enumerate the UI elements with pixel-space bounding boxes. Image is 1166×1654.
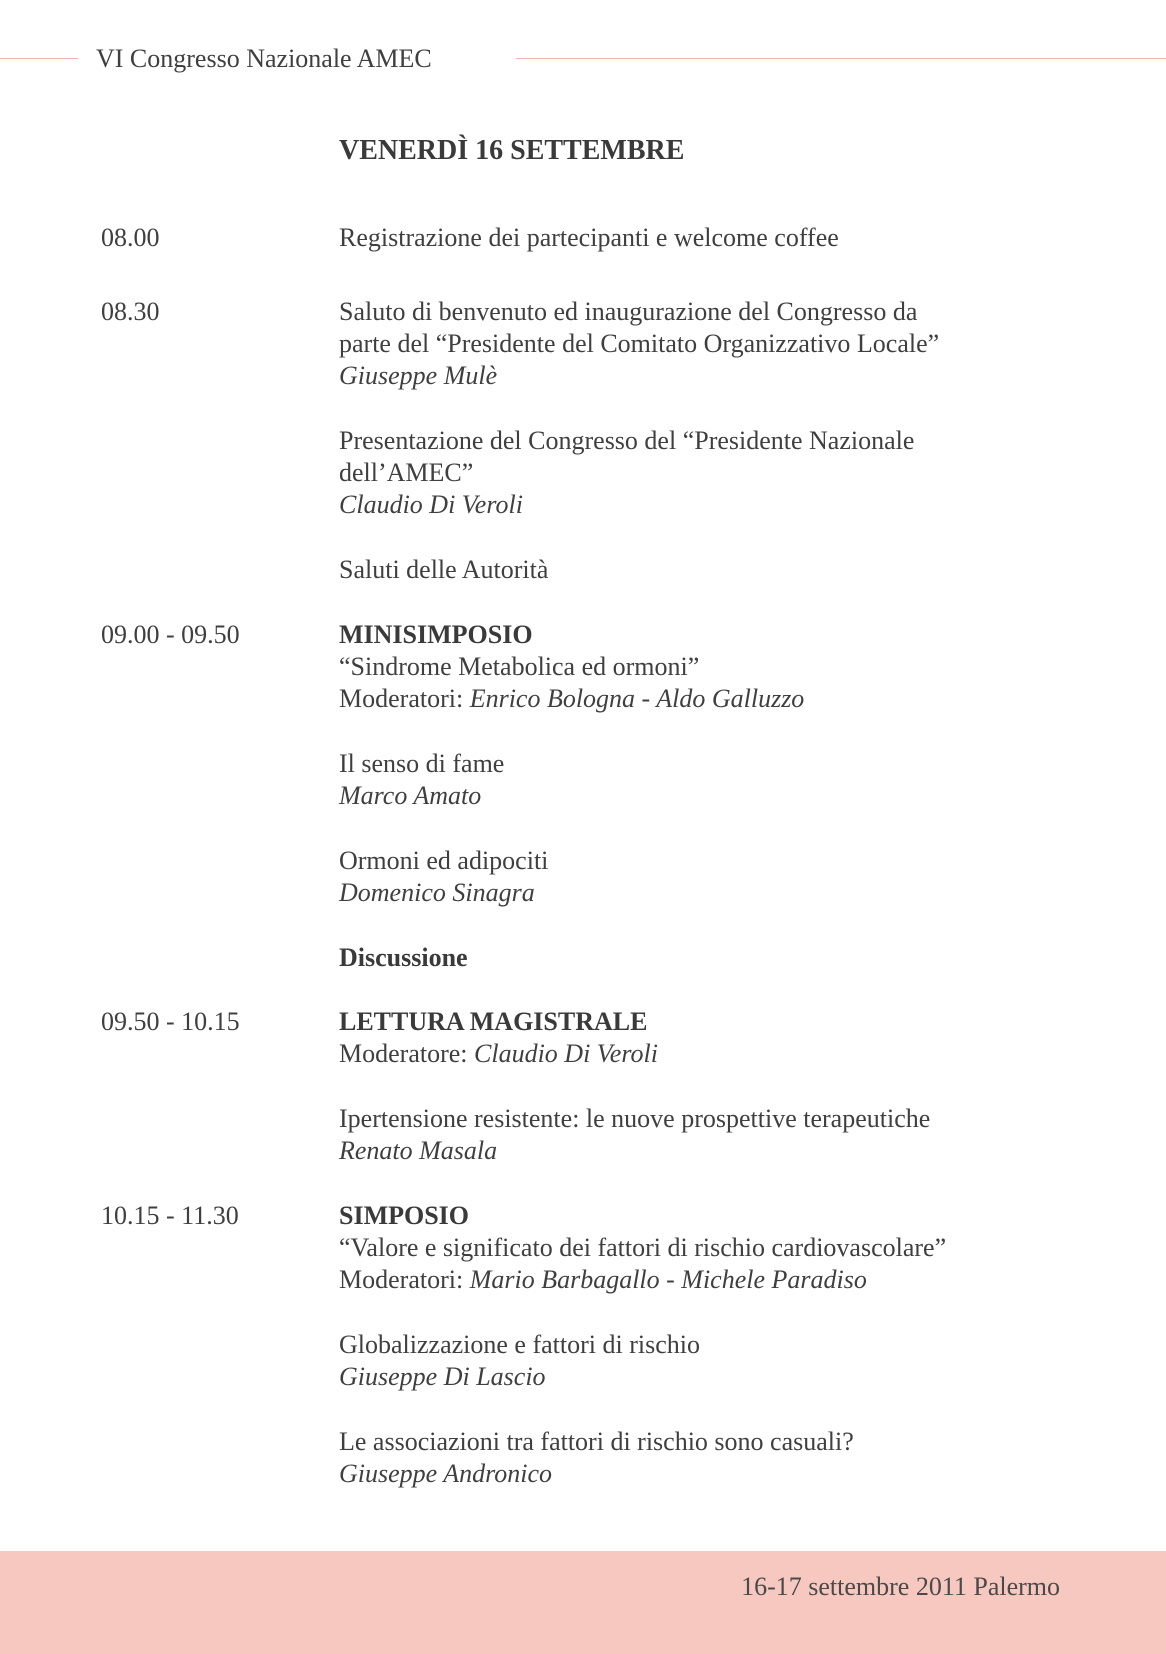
time-slot: 09.00 - 09.50 xyxy=(101,620,240,649)
registration-item: Registrazione dei partecipanti e welcome coffee xyxy=(339,223,839,252)
moderators-names: Mario Barbagallo - Michele Paradiso xyxy=(469,1265,867,1294)
simposio-subtitle: “Valore e significato dei fattori di rischio cardiovascolare” xyxy=(339,1233,947,1262)
day-title: VENERDÌ 16 SETTEMBRE xyxy=(339,135,685,166)
welcome-speaker: Giuseppe Mulè xyxy=(339,361,498,390)
time-slot: 09.50 - 10.15 xyxy=(101,1007,240,1036)
time-slot: 10.15 - 11.30 xyxy=(101,1201,239,1230)
header-rule-left xyxy=(0,58,78,59)
minisimposio-heading: MINISIMPOSIO xyxy=(339,620,533,649)
presentation-line-2: dell’AMEC” xyxy=(339,458,474,487)
talk-title: Ipertensione resistente: le nuove prospettive terapeutiche xyxy=(339,1104,931,1133)
moderators-label: Moderatori: xyxy=(339,1265,470,1294)
welcome-line-2: parte del “Presidente del Comitato Organizzativo Locale” xyxy=(339,329,940,358)
minisimposio-moderators xyxy=(339,683,804,715)
moderators-label: Moderatori: xyxy=(339,684,470,713)
discussion-item: Discussione xyxy=(339,943,468,972)
talk-title: Globalizzazione e fattori di rischio xyxy=(339,1330,700,1359)
talk-speaker: Domenico Sinagra xyxy=(339,878,535,907)
header-title: VI Congresso Nazionale AMEC xyxy=(96,44,432,73)
presentation-line-1: Presentazione del Congresso del “Presidente Nazionale xyxy=(339,426,915,455)
lettura-moderator xyxy=(339,1038,658,1070)
moderator-label: Moderatore: xyxy=(339,1039,475,1068)
lettura-heading: LETTURA MAGISTRALE xyxy=(339,1007,648,1036)
time-slot: 08.30 xyxy=(101,297,160,326)
talk-title: Ormoni ed adipociti xyxy=(339,846,549,875)
moderator-name: Claudio Di Veroli xyxy=(474,1039,658,1068)
welcome-line-1: Saluto di benvenuto ed inaugurazione del Congresso da xyxy=(339,297,918,326)
simposio-moderators xyxy=(339,1264,867,1296)
talk-speaker: Giuseppe Di Lascio xyxy=(339,1362,546,1391)
talk-title: Il senso di fame xyxy=(339,749,505,778)
talk-speaker: Renato Masala xyxy=(339,1136,498,1165)
talk-speaker: Giuseppe Andronico xyxy=(339,1459,553,1488)
header-rule-right xyxy=(516,58,1166,59)
footer-text: 16-17 settembre 2011 Palermo xyxy=(741,1572,1060,1601)
footer-band xyxy=(0,1551,1166,1654)
greetings-item: Saluti delle Autorità xyxy=(339,555,549,584)
presentation-speaker: Claudio Di Veroli xyxy=(339,490,523,519)
simposio-heading: SIMPOSIO xyxy=(339,1201,470,1230)
time-slot: 08.00 xyxy=(101,223,160,252)
talk-speaker: Marco Amato xyxy=(339,781,482,810)
talk-title: Le associazioni tra fattori di rischio sono casuali? xyxy=(339,1427,854,1456)
minisimposio-subtitle: “Sindrome Metabolica ed ormoni” xyxy=(339,652,700,681)
moderators-names: Enrico Bologna - Aldo Galluzzo xyxy=(469,684,805,713)
